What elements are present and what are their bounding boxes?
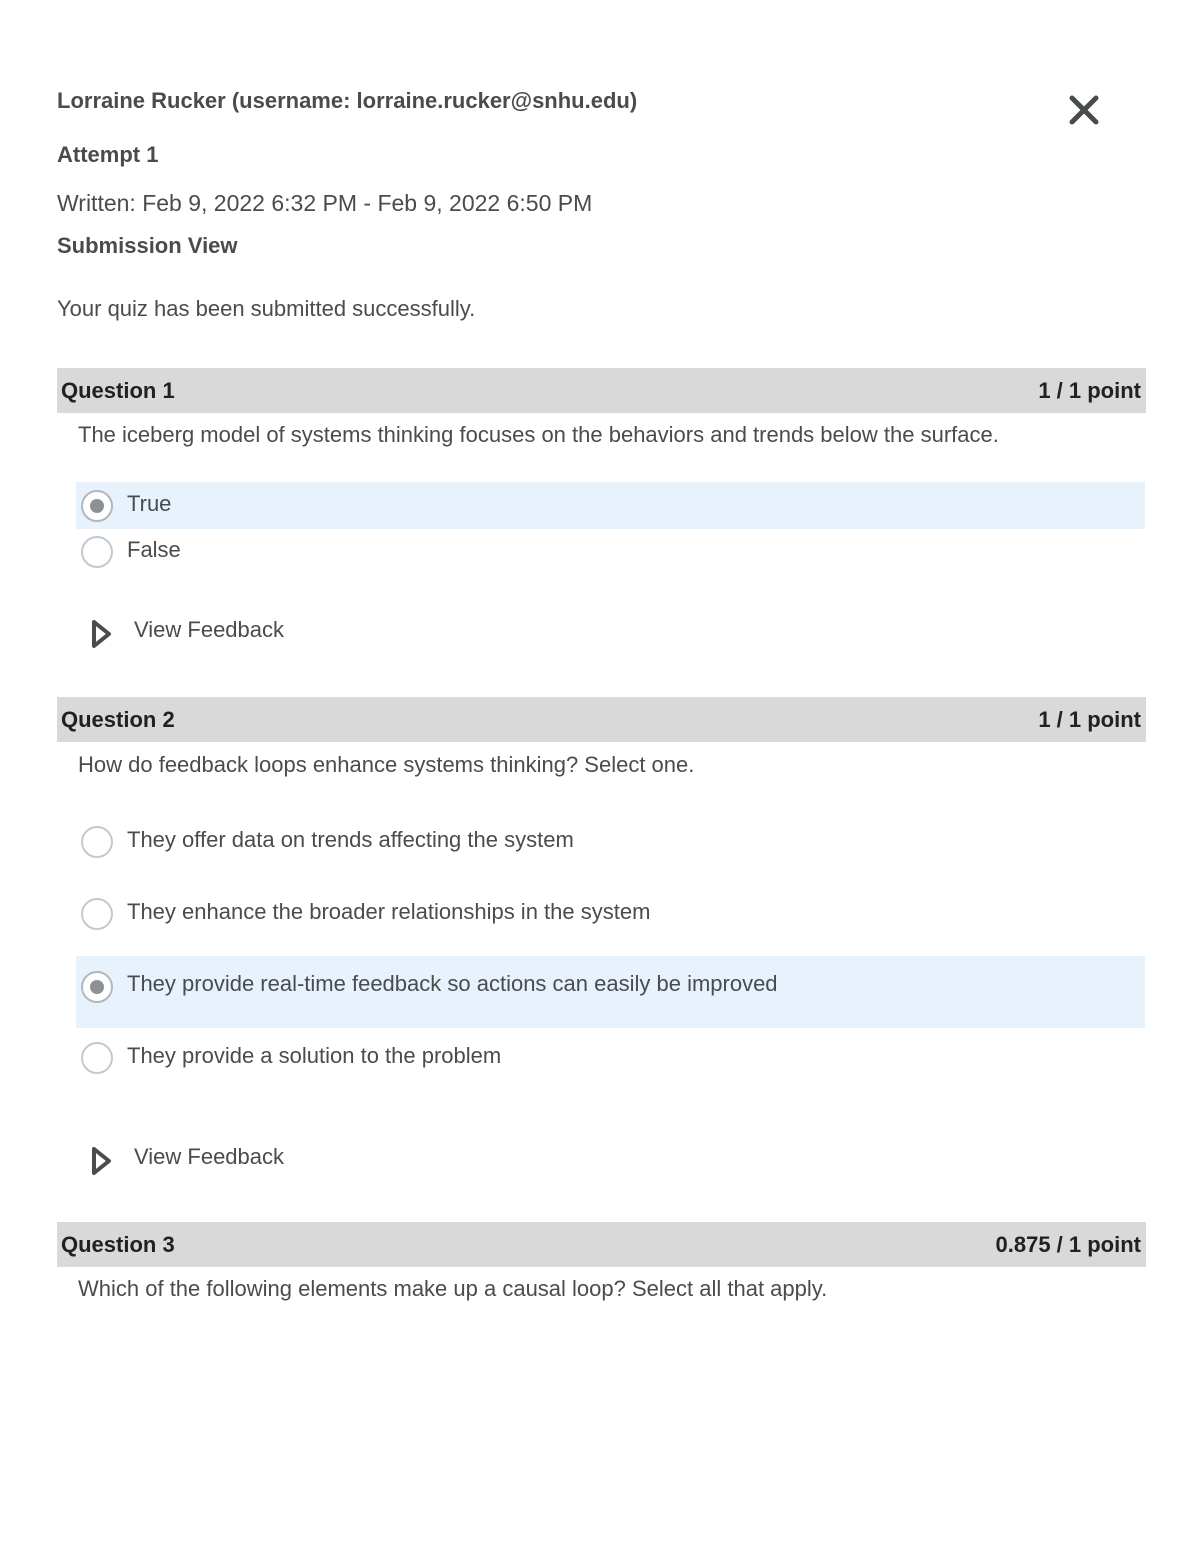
answer-option[interactable]	[76, 529, 1145, 575]
view-feedback-toggle[interactable]	[90, 1142, 310, 1178]
user-info: Lorraine Rucker (username: lorraine.rucker@snhu.edu)	[57, 88, 638, 113]
attempt-label: Attempt 1	[57, 142, 159, 167]
view-feedback-toggle[interactable]	[90, 615, 310, 651]
question-text: How do feedback loops enhance systems thinking? Select one.	[78, 752, 695, 777]
written-timestamp: Written: Feb 9, 2022 6:32 PM - Feb 9, 2022 6:50 PM	[57, 190, 593, 216]
close-icon	[1066, 92, 1102, 128]
answer-option-label: They enhance the broader relationships in the system	[127, 899, 651, 924]
answer-option[interactable]	[76, 482, 1145, 529]
question-score: 1 / 1 point	[1038, 707, 1141, 732]
question-header	[57, 368, 1146, 413]
question-header	[57, 1222, 1146, 1267]
question-header	[57, 697, 1146, 742]
submission-status-message: Your quiz has been submitted successfully.	[57, 296, 476, 321]
question-score: 0.875 / 1 point	[995, 1232, 1141, 1257]
answer-option-label: They offer data on trends affecting the system	[127, 827, 574, 852]
question-title: Question 3	[61, 1232, 175, 1257]
answer-option-label: True	[127, 491, 172, 516]
triangle-right-icon	[90, 1146, 112, 1176]
question-title: Question 2	[61, 707, 175, 732]
question-text: Which of the following elements make up a causal loop? Select all that apply.	[78, 1276, 828, 1301]
view-feedback-label: View Feedback	[134, 617, 285, 642]
answer-option[interactable]	[76, 956, 1145, 1028]
answer-option-label: They provide a solution to the problem	[127, 1043, 502, 1068]
radio-button[interactable]	[81, 898, 113, 930]
triangle-right-icon	[90, 619, 112, 649]
answer-option[interactable]	[76, 882, 1145, 950]
radio-button-selected[interactable]	[81, 490, 113, 522]
radio-button-selected[interactable]	[81, 971, 113, 1003]
answer-option[interactable]	[76, 810, 1145, 878]
view-feedback-label: View Feedback	[134, 1144, 285, 1169]
close-button[interactable]	[1066, 92, 1102, 128]
submission-view-label: Submission View	[57, 233, 238, 258]
radio-button[interactable]	[81, 536, 113, 568]
answer-option[interactable]	[76, 1028, 1145, 1094]
question-text: The iceberg model of systems thinking focuses on the behaviors and trends below the surface.	[78, 422, 999, 447]
radio-button[interactable]	[81, 1042, 113, 1074]
question-title: Question 1	[61, 378, 175, 403]
answer-option-label: They provide real-time feedback so actions can easily be improved	[127, 971, 778, 996]
radio-button[interactable]	[81, 826, 113, 858]
answer-option-label: False	[127, 537, 181, 562]
question-score: 1 / 1 point	[1038, 378, 1141, 403]
